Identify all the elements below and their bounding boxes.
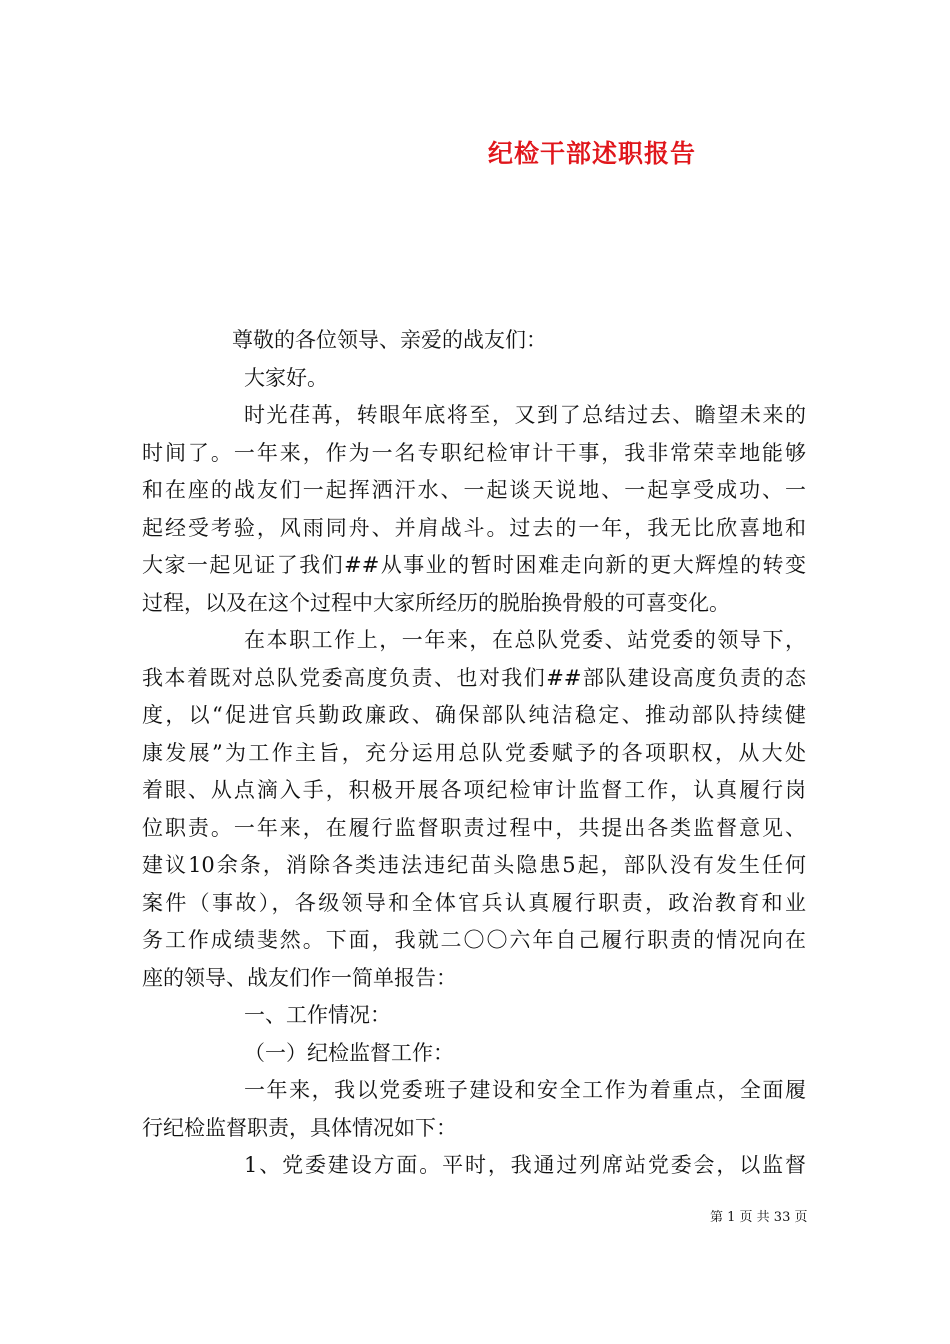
paragraph-line: 着眼、从点滴入手，积极开展各项纪检审计监督工作，认真履行岗 bbox=[142, 778, 806, 802]
paragraph-line: 位职责。一年来，在履行监督职责过程中，共提出各类监督意见、 bbox=[142, 815, 806, 840]
salutation-line: 尊敬的各位领导、亲爱的战友们： bbox=[232, 328, 547, 352]
paragraph-line: 座的领导、战友们作一简单报告： bbox=[142, 965, 457, 990]
paragraph-line: 和在座的战友们一起挥洒汗水、一起谈天说地、一起享受成功、一 bbox=[142, 478, 806, 502]
paragraph-line: 务工作成绩斐然。下面，我就二〇〇六年自己履行职责的情况向在 bbox=[142, 928, 806, 952]
paragraph-line: 我本着既对总队党委高度负责、也对我们##部队建设高度负责的态 bbox=[142, 665, 806, 690]
paragraph-line: 度，以“促进官兵勤政廉政、确保部队纯洁稳定、推动部队持续健 bbox=[142, 703, 806, 727]
document-body bbox=[142, 322, 806, 1185]
paragraph-line: 大家一起见证了我们##从事业的暂时困难走向新的更大辉煌的转变 bbox=[142, 553, 806, 577]
paragraph-line: 案件（事故），各级领导和全体官兵认真履行职责，政治教育和业 bbox=[142, 890, 806, 915]
paragraph-line: 一年来，我以党委班子建设和安全工作为着重点，全面履 bbox=[244, 1078, 806, 1102]
greeting-line: 大家好。 bbox=[244, 365, 328, 390]
paragraph-line: 过程，以及在这个过程中大家所经历的脱胎换骨般的可喜变化。 bbox=[142, 590, 730, 615]
paragraph-line: 起经受考验，风雨同舟、并肩战斗。过去的一年，我无比欣喜地和 bbox=[142, 515, 806, 540]
paragraph-line: 建议10余条，消除各类违法违纪苗头隐患5起，部队没有发生任何 bbox=[142, 853, 806, 877]
document-title: 纪检干部述职报告 bbox=[488, 139, 697, 168]
subsection-heading: （一）纪检监督工作： bbox=[244, 1040, 454, 1065]
section-heading: 一、工作情况： bbox=[244, 1003, 391, 1027]
paragraph-line: 在本职工作上，一年来，在总队党委、站党委的领导下， bbox=[244, 628, 806, 652]
paragraph-line: 时间了。一年来，作为一名专职纪检审计干事，我非常荣幸地能够 bbox=[142, 440, 806, 465]
paragraph-line: 行纪检监督职责，具体情况如下： bbox=[142, 1115, 457, 1140]
paragraph-line: 1、党委建设方面。平时，我通过列席站党委会，以监督 bbox=[244, 1153, 806, 1177]
paragraph-line: 康发展”为工作主旨，充分运用总队党委赋予的各项职权，从大处 bbox=[142, 740, 806, 765]
paragraph-line: 时光荏苒，转眼年底将至，又到了总结过去、瞻望未来的 bbox=[244, 403, 806, 427]
page-number-footer: 第 1 页 共 33 页 bbox=[710, 1210, 808, 1225]
